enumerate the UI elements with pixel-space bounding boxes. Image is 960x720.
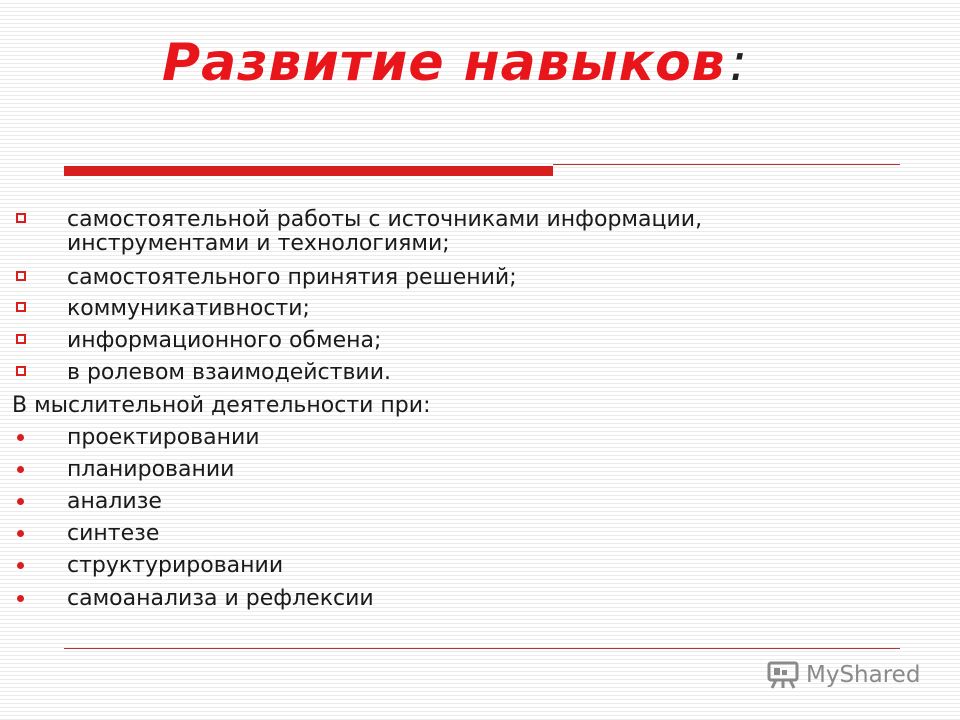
dot-bullet-icon (14, 457, 34, 483)
thinking-item-text: планировании (67, 457, 235, 482)
watermark-text: MyShared (806, 662, 921, 688)
thinking-item-text: самоанализа и рефлексии (67, 586, 374, 611)
square-bullet-icon (14, 328, 34, 354)
skill-item-text: в ролевом взаимодействии. (67, 360, 392, 385)
square-bullet-icon (14, 207, 34, 233)
bottom-divider (64, 648, 900, 649)
square-bullet-icon (14, 265, 34, 291)
title-underline-thin (553, 164, 900, 165)
thinking-item-text: анализе (67, 489, 162, 514)
dot-bullet-icon (14, 586, 34, 612)
title-underline-thick (64, 166, 553, 176)
title-colon: : (729, 33, 749, 93)
dot-bullet-icon (14, 553, 34, 579)
skill-item-text: самостоятельного принятия решений; (67, 265, 517, 290)
thinking-item-text: синтезе (67, 521, 160, 546)
dot-bullet-icon (14, 489, 34, 515)
square-bullet-icon (14, 296, 34, 322)
thinking-heading: В мыслительной деятельности при: (12, 393, 431, 418)
skill-item-text: коммуникативности; (67, 296, 310, 321)
dot-bullet-icon (14, 425, 34, 451)
thinking-item-text: проектировании (67, 425, 260, 450)
skill-item-text: информационного обмена; (67, 328, 382, 353)
projector-board-icon (766, 660, 800, 690)
dot-bullet-icon (14, 521, 34, 547)
title-text: Развитие навыков (162, 33, 726, 93)
skill-item-text-continued: инструментами и технологиями; (67, 231, 450, 256)
myshared-watermark (766, 657, 926, 693)
slide-title (162, 28, 748, 98)
thinking-item-text: структурировании (67, 553, 284, 578)
skill-item-text: самостоятельной работы с источниками информации, (67, 207, 703, 232)
square-bullet-icon (14, 360, 34, 386)
